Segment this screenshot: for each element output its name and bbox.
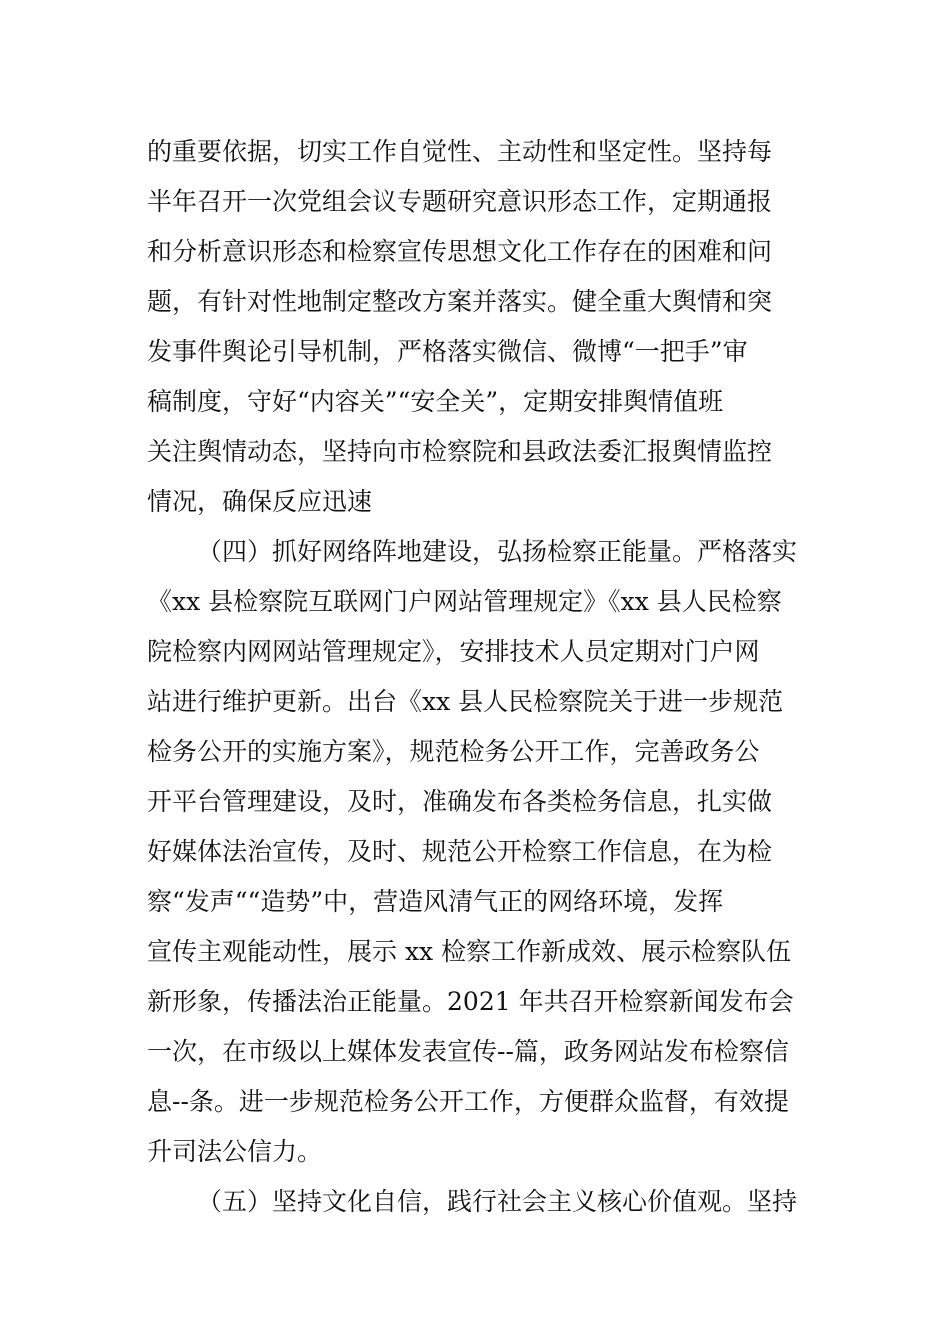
text-line: 一次，在市级以上媒体发表宣传--篇，政务网站发布检察信 xyxy=(147,1037,789,1066)
paragraph-heading-4: （四）抓好网络阵地建设，弘扬检察正能量。严格落实 xyxy=(197,537,798,566)
text-line: 关注舆情动态，坚持向市检察院和县政法委汇报舆情监控 xyxy=(147,437,773,466)
text-line: 察“发声““造势”中，营造风清气正的网络环境，发挥 xyxy=(147,887,724,916)
text-line: 好媒体法治宣传，及时、规范公开检察工作信息，在为检 xyxy=(147,837,773,866)
text-line: 站进行维护更新。出台《xx 县人民检察院关于进一步规范 xyxy=(147,687,784,716)
text-line: 的重要依据，切实工作自觉性、主动性和坚定性。坚持每 xyxy=(147,137,773,166)
text-line: 检务公开的实施方案》，规范检务公开工作，完善政务公 xyxy=(147,737,760,766)
text-line: 半年召开一次党组会议专题研究意识形态工作，定期通报 xyxy=(147,187,773,216)
text-line: 升司法公信力。 xyxy=(147,1137,323,1166)
text-line: 稿制度，守好“内容关”“安全关”，定期安排舆情值班 xyxy=(147,387,724,416)
text-line: 题，有针对性地制定整改方案并落实。健全重大舆情和突 xyxy=(147,287,773,316)
text-line: 息--条。进一步规范检务公开工作，方便群众监督，有效提 xyxy=(147,1087,789,1116)
text-line: 情况，确保反应迅速 xyxy=(147,487,373,516)
text-line: 发事件舆论引导机制，严格落实微信、微博“一把手”审 xyxy=(147,337,748,366)
text-line: 《xx 县检察院互联网门户网站管理规定》《xx 县人民检察 xyxy=(147,587,782,616)
text-line: 开平台管理建设，及时，准确发布各类检务信息，扎实做 xyxy=(147,787,773,816)
text-line: 宣传主观能动性，展示 xx 检察工作新成效、展示检察队伍 xyxy=(147,937,792,966)
text-line: 新形象，传播法治正能量。2021 年共召开检察新闻发布会 xyxy=(147,987,794,1016)
paragraph-heading-5: （五）坚持文化自信，践行社会主义核心价值观。坚持 xyxy=(197,1187,798,1216)
text-line: 院检察内网网站管理规定》，安排技术人员定期对门户网 xyxy=(147,637,760,666)
text-line: 和分析意识形态和检察宣传思想文化工作存在的困难和问 xyxy=(147,237,773,266)
